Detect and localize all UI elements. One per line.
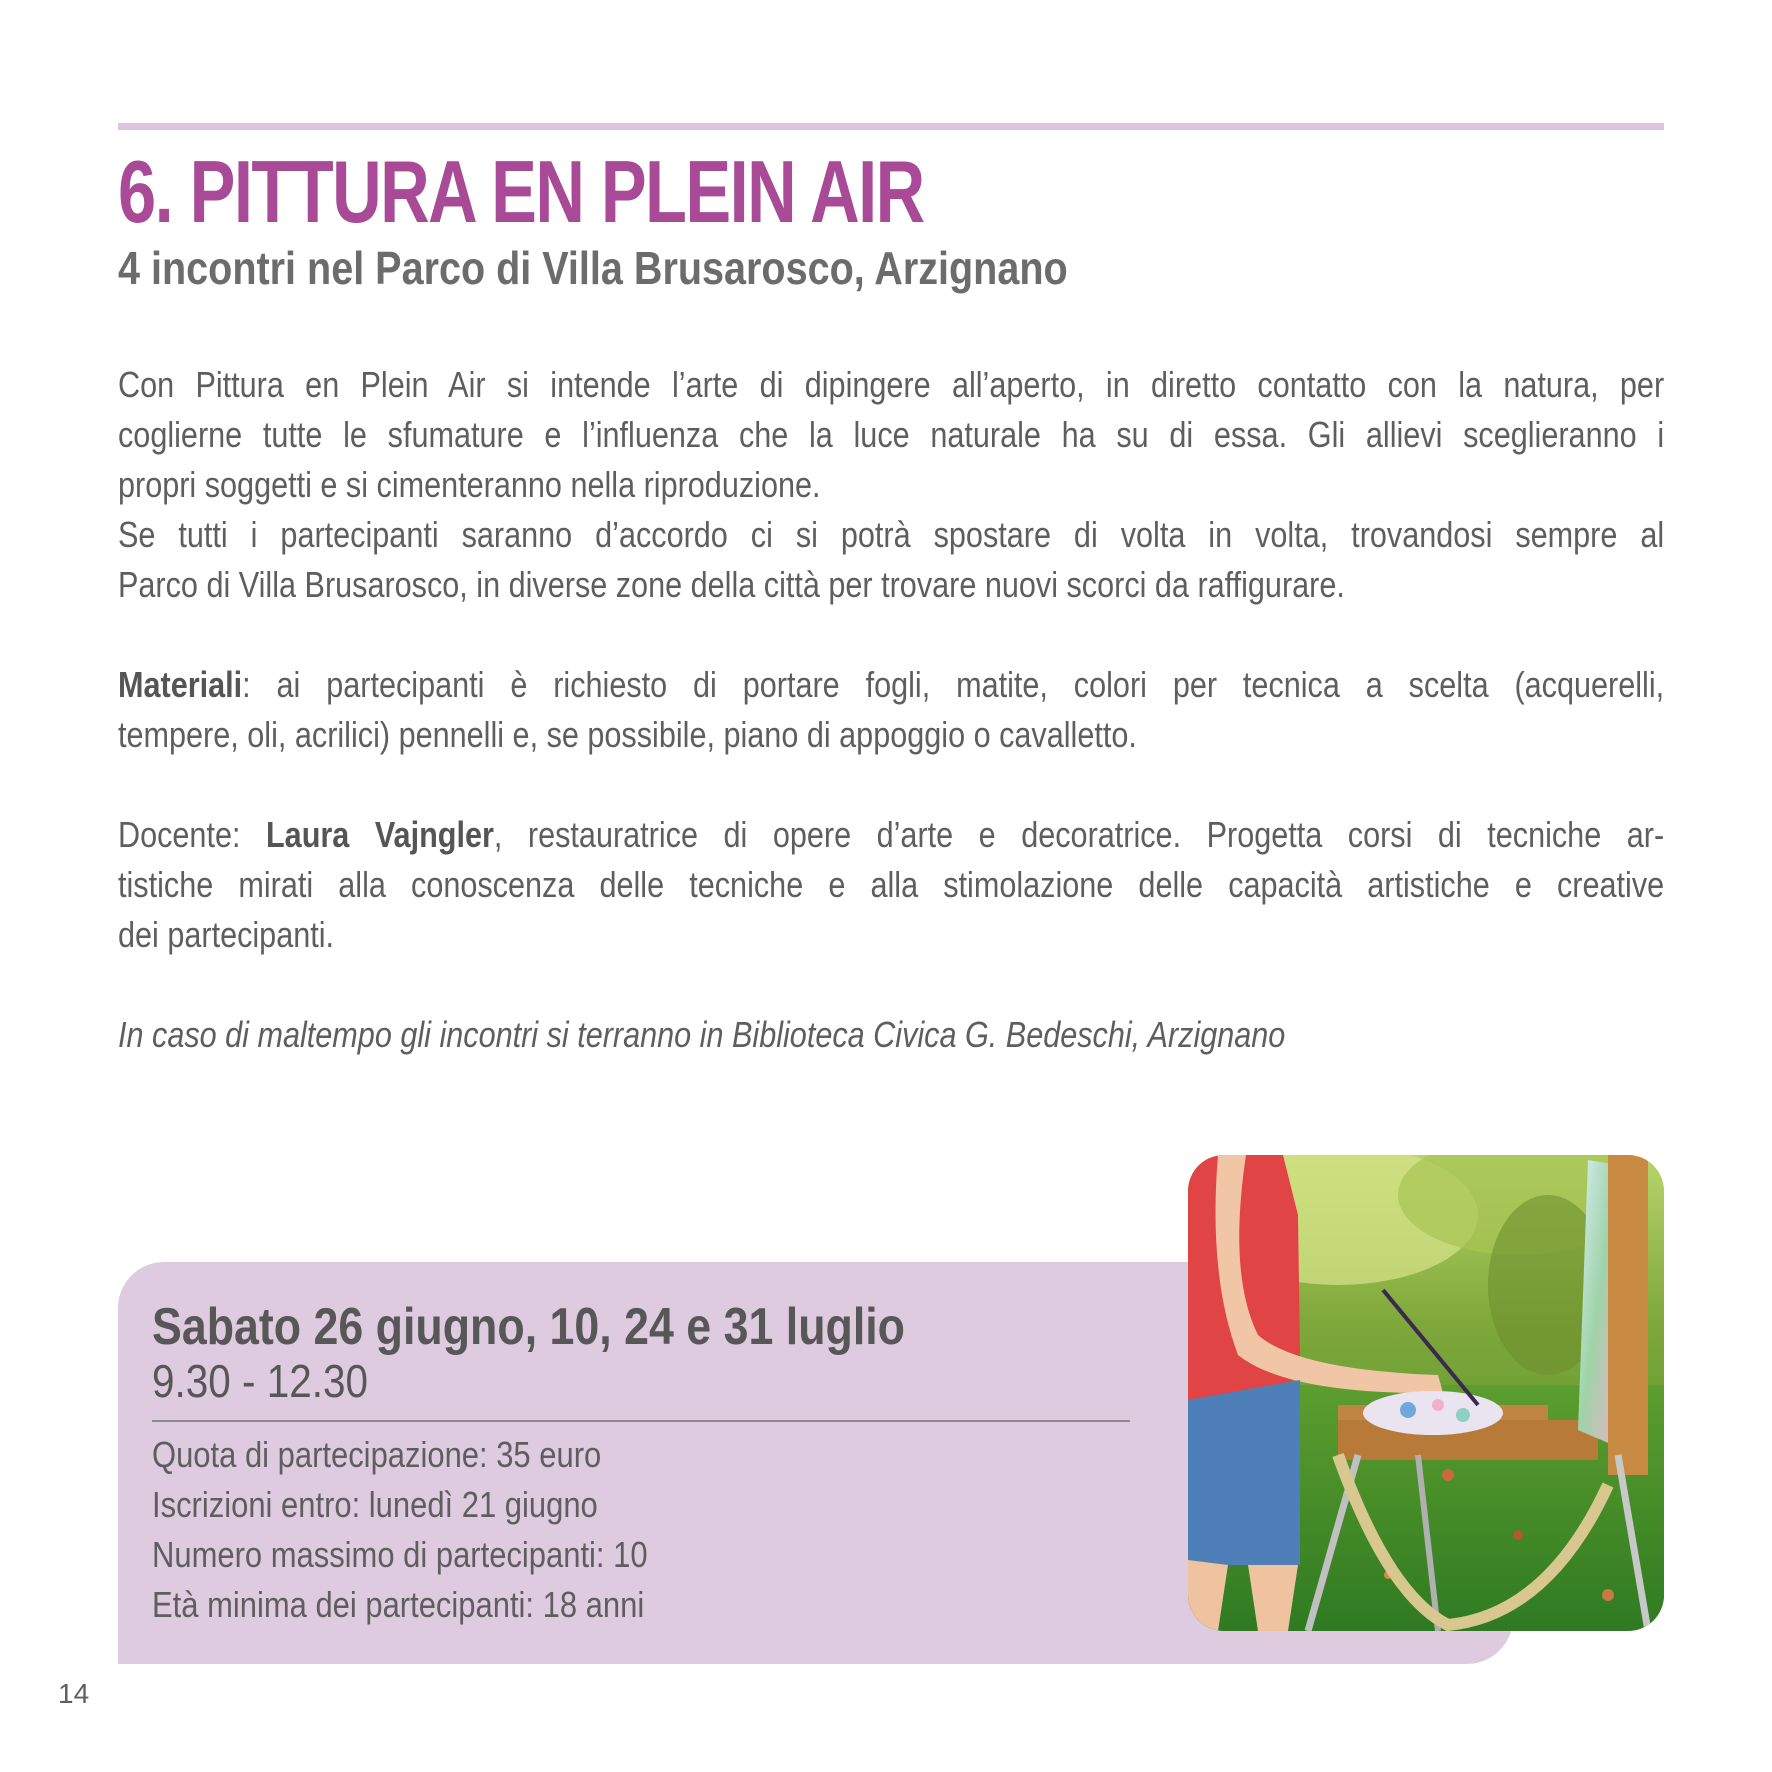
materials-text: : ai partecipanti è richiesto di portare fogli, matite, colori per tecnica a scelta (acquerelli, xyxy=(242,664,1665,705)
materials-paragraph xyxy=(118,660,1664,760)
teacher-paragraph xyxy=(118,810,1664,960)
intro-line: Parco di Villa Brusarosco, in diverse zone della città per trovare nuovi scorci da raffigurare. xyxy=(118,564,1345,605)
intro-line: propri soggetti e si cimenteranno nella riproduzione. xyxy=(118,464,821,505)
info-max-participants: Numero massimo di partecipanti: 10 xyxy=(152,1534,648,1575)
teacher-line: dei partecipanti. xyxy=(118,914,335,955)
event-time: 9.30 - 12.30 xyxy=(152,1355,369,1407)
intro-line: Se tutti i partecipanti saranno d’accordo ci si potrà spostare di volta in volta, trovandosi sempre al xyxy=(118,514,1665,555)
event-dates: Sabato 26 giugno, 10, 24 e 31 luglio xyxy=(152,1298,905,1356)
info-min-age: Età minima dei partecipanti: 18 anni xyxy=(152,1584,645,1625)
info-divider xyxy=(152,1420,1130,1422)
teacher-prefix: Docente: xyxy=(118,814,266,855)
top-divider xyxy=(118,123,1664,130)
intro-line: coglierne tutte le sfumature e l’influenza che la luce naturale ha su di essa. Gli allievi sceglieranno i xyxy=(118,414,1665,455)
info-details xyxy=(152,1430,728,1630)
intro-line: Con Pittura en Plein Air si intende l’arte di dipingere all’aperto, in diretto contatto con la natura, per xyxy=(118,364,1665,405)
teacher-name: Laura Vajngler xyxy=(265,814,494,855)
materials-line: tempere, oli, acrilici) pennelli e, se possibile, piano di appoggio o cavalletto. xyxy=(118,714,1137,755)
painting-photo xyxy=(1188,1155,1664,1631)
intro-paragraph xyxy=(118,360,1664,610)
weather-note xyxy=(118,1010,1664,1060)
weather-note-text: In caso di maltempo gli incontri si terranno in Biblioteca Civica G. Bedeschi, Arzignano xyxy=(118,1014,1286,1055)
page-number: 14 xyxy=(58,1678,90,1709)
materials-label: Materiali xyxy=(118,664,243,705)
materials-line xyxy=(118,660,1664,710)
teacher-line xyxy=(118,810,1664,860)
page-subtitle: 4 incontri nel Parco di Villa Brusarosco, Arzignano xyxy=(118,242,1068,294)
teacher-line: tistiche mirati alla conoscenza delle tecniche e alla stimolazione delle capacità artistiche e creative xyxy=(118,864,1665,905)
info-fee: Quota di partecipazione: 35 euro xyxy=(152,1434,602,1475)
page-title: 6. PITTURA EN PLEIN AIR xyxy=(118,142,924,241)
info-deadline: Iscrizioni entro: lunedì 21 giugno xyxy=(152,1484,598,1525)
teacher-description: , restauratrice di opere d’arte e decoratrice. Progetta corsi di tecniche ar- xyxy=(493,814,1665,855)
